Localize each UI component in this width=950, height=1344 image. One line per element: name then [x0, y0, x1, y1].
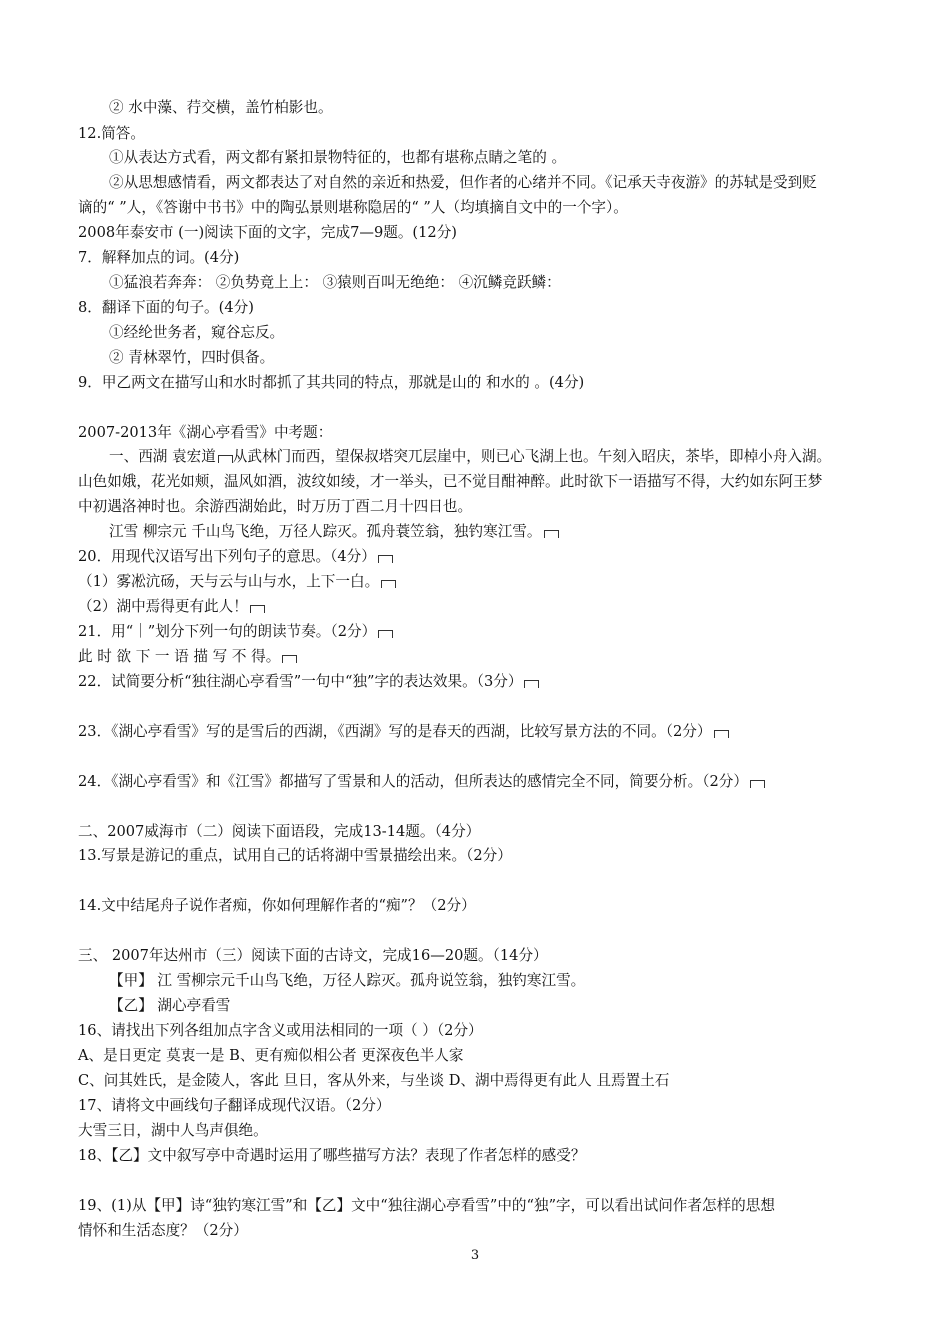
text-line	[109, 173, 909, 193]
text-line	[109, 996, 909, 1016]
line-text-tail: 从武林门而西，望保叔塔突兀层崖中，则已心飞湖上也。午刻入昭庆，茶毕，即棹小舟入湖。	[232, 448, 832, 465]
text-line	[78, 822, 908, 842]
text-line	[78, 1071, 908, 1091]
line-text: 一、西湖 袁宏道	[109, 448, 216, 465]
text-line	[78, 497, 908, 517]
line-text: ①经纶世务者，窥谷忘反。	[109, 324, 285, 341]
return-mark-icon	[378, 630, 393, 638]
line-text: 情怀和生活态度？（2分）	[78, 1222, 248, 1239]
return-mark-icon	[544, 530, 559, 538]
line-text: ①猛浪若奔奔： ②负势竟上上： ③猿则百叫无绝绝： ④沉鳞竞跃鳞：	[109, 274, 561, 291]
line-text: A、是日更定 莫衷一是 B、更有痴似相公者 更深夜色半人家	[78, 1047, 464, 1064]
line-text: 17、请将文中画线句子翻译成现代汉语。（2分）	[78, 1097, 391, 1114]
text-line	[78, 672, 908, 692]
page-number: 3	[470, 1248, 480, 1263]
text-line	[78, 772, 908, 792]
text-line	[78, 1096, 908, 1116]
line-text: 19、(1)从【甲】诗“独钓寒江雪”和【乙】文中“独往湖心亭看雪”中的“独”字，可以看出试问作者怎样的思想	[78, 1197, 775, 1214]
line-text: 三、 2007年达州市（三）阅读下面的古诗文，完成16—20题。（14分）	[78, 947, 548, 964]
text-line	[109, 148, 909, 168]
text-line	[78, 1196, 908, 1216]
line-text: 江雪 柳宗元 千山鸟飞绝，万径人踪灭。孤舟蓑笠翁，独钓寒江雪。	[109, 523, 542, 540]
text-line	[78, 572, 908, 592]
text-line	[78, 547, 908, 567]
text-line	[109, 273, 909, 293]
line-text: ①从表达方式看，两文都有紧扣景物特征的，也都有堪称点睛之笔的 。	[109, 149, 567, 166]
line-text: 13.写景是游记的重点，试用自己的话将湖中雪景描绘出来。（2分）	[78, 847, 512, 864]
text-line	[78, 1046, 908, 1066]
line-text: 中初遇洛神时也。余游西湖始此，时万历丁酉二月十四日也。	[78, 498, 473, 515]
text-line	[109, 447, 909, 467]
line-text: 2007-2013年《湖心亭看雪》中考题：	[78, 424, 333, 441]
line-text: 21．用“｜”划分下列一句的朗读节奏。（2分）	[78, 623, 377, 640]
text-line	[109, 522, 909, 542]
line-text: 22．试简要分析“独往湖心亭看雪”一句中“独”字的表达效果。（3分）	[78, 673, 523, 690]
line-text: 8．翻译下面的句子。(4分)	[78, 299, 254, 316]
line-text: 20．用现代汉语写出下列句子的意思。（4分）	[78, 548, 376, 565]
text-line	[78, 946, 908, 966]
text-line	[78, 1221, 908, 1241]
line-text: 12.简答。	[78, 125, 145, 142]
line-text: 14.文中结尾舟子说作者痴，你如何理解作者的“痴”？（2分）	[78, 897, 476, 914]
text-line	[78, 223, 908, 243]
line-text: C、问其姓氏，是金陵人，客此 旦日，客从外来，与坐谈 D、湖中焉得更有此人 且焉置土石	[78, 1072, 670, 1089]
text-line	[78, 1021, 908, 1041]
text-line	[78, 124, 908, 144]
line-text: 大雪三日，湖中人鸟声俱绝。	[78, 1122, 268, 1139]
text-line	[109, 98, 909, 118]
text-line	[78, 597, 908, 617]
text-line	[78, 1146, 908, 1166]
return-mark-icon	[714, 730, 729, 738]
text-line	[109, 348, 909, 368]
line-text: ②从思想感情看，两文都表达了对自然的亲近和热爱，但作者的心绪并不同。《记承天寺夜游》的苏轼是受到贬	[109, 174, 817, 191]
text-line	[78, 472, 908, 492]
line-text: 9．甲乙两文在描写山和水时都抓了其共同的特点，那就是山的 和水的 。(4分)	[78, 374, 585, 391]
text-line	[109, 971, 909, 991]
return-mark-icon	[524, 680, 539, 688]
line-text: ② 青林翠竹，四时俱备。	[109, 349, 275, 366]
return-mark-icon	[250, 605, 265, 613]
text-line	[78, 622, 908, 642]
return-mark-icon	[218, 455, 233, 463]
line-text: （2）湖中焉得更有此人！	[78, 598, 248, 615]
line-text: 二、2007威海市（二）阅读下面语段，完成13-14题。（4分）	[78, 823, 481, 840]
text-line	[78, 722, 908, 742]
line-text: 16、请找出下列各组加点字含义或用法相同的一项（ ）（2分）	[78, 1022, 483, 1039]
return-mark-icon	[750, 780, 765, 788]
line-text: ② 水中藻、荇交横，盖竹柏影也。	[109, 99, 333, 116]
text-line	[78, 298, 908, 318]
text-line	[78, 373, 908, 393]
line-text: 24．《湖心亭看雪》和《江雪》都描写了雪景和人的活动，但所表达的感情完全不同，简要分析。（2分）	[78, 773, 748, 790]
text-line	[78, 647, 908, 667]
line-text: 此 时 欲 下 一 语 描 写 不 得。	[78, 648, 281, 665]
text-line	[78, 1121, 908, 1141]
text-line	[109, 323, 909, 343]
line-text: 2008年泰安市 (一)阅读下面的文字，完成7—9题。(12分)	[78, 224, 457, 241]
line-text: 山色如娥，花光如颊，温风如酒，波纹如绫，才一举头，已不觉目酣神醉。此时欲下一语描写不得，大约如东阿王梦	[78, 473, 823, 490]
line-text: 18、【乙】文中叙写亭中奇遇时运用了哪些描写方法？表现了作者怎样的感受？	[78, 1147, 586, 1164]
line-text: 23．《湖心亭看雪》写的是雪后的西湖，《西湖》写的是春天的西湖，比较写景方法的不同。（2分）	[78, 723, 712, 740]
text-line	[78, 248, 908, 268]
return-mark-icon	[282, 655, 297, 663]
line-text: 【乙】 湖心亭看雪	[109, 997, 231, 1014]
line-text: 7．解释加点的词。(4分)	[78, 249, 240, 266]
line-text: 【甲】 江 雪柳宗元千山鸟飞绝，万径人踪灭。孤舟说笠翁，独钓寒江雪。	[109, 972, 586, 989]
return-mark-icon	[378, 555, 393, 563]
line-text: （1）雾凇沆砀，天与云与山与水，上下一白。	[78, 573, 380, 590]
line-text: 谪的“ ”人，《答谢中书书》中的陶弘景则堪称隐居的“ ”人（均填摘自文中的一个字）。	[78, 199, 628, 216]
return-mark-icon	[381, 580, 396, 588]
text-line	[78, 423, 908, 443]
text-line	[78, 846, 908, 866]
text-line	[78, 198, 908, 218]
text-line	[78, 896, 908, 916]
